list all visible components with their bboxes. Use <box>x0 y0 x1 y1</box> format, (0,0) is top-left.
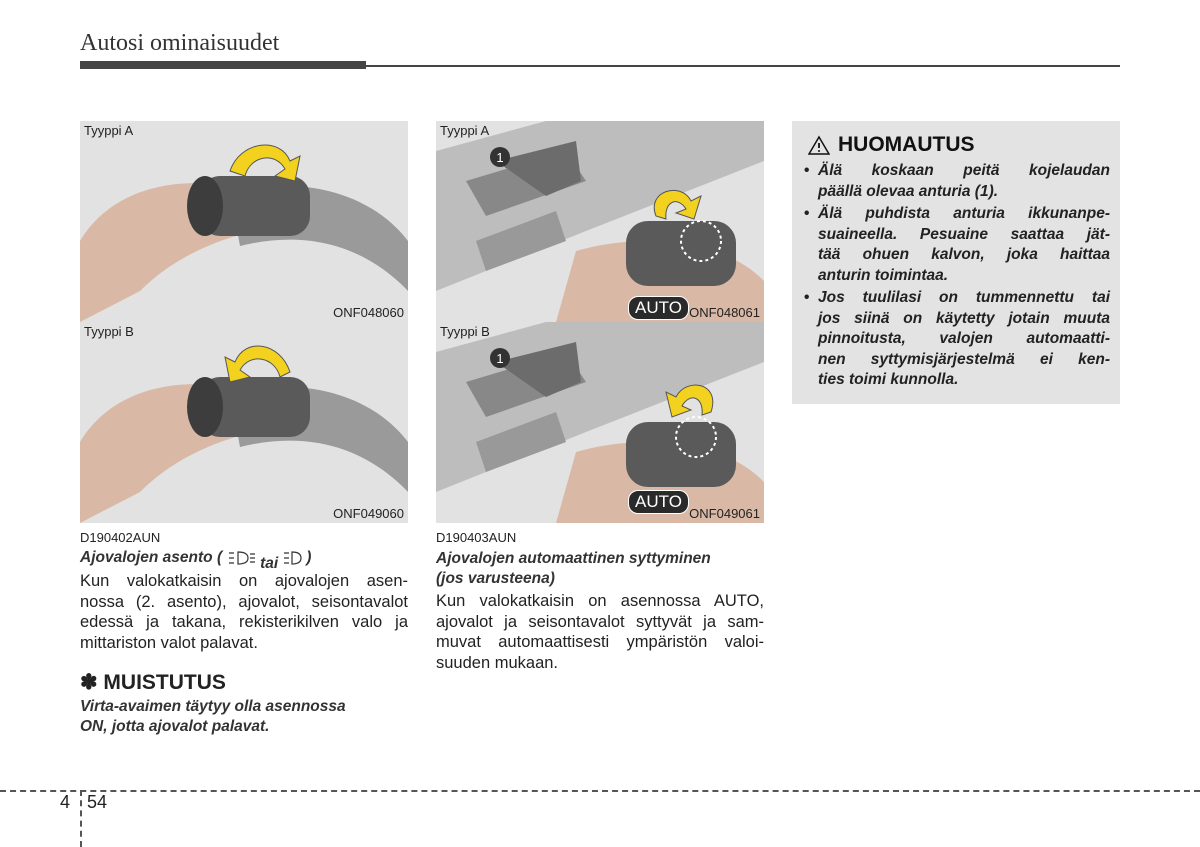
caution-line: nen syttymisjärjestelmä ei ken- <box>818 350 1110 368</box>
doc-code: D190403AUN <box>436 530 517 545</box>
figure-stalk-type-a <box>80 121 408 322</box>
figure-code: ONF048061 <box>689 305 760 320</box>
auto-illustration <box>436 121 764 322</box>
caution-line: • Älä puhdista anturia ikkunanpe- <box>818 205 1110 222</box>
notice-line: Virta-avaimen täytyy olla asennossa <box>80 698 346 715</box>
footer-rule <box>0 790 1200 792</box>
section-title <box>80 549 312 572</box>
stalk-illustration <box>80 322 408 523</box>
figure-stalk-type-b <box>80 322 408 523</box>
caution-line: • Älä koskaan peitä kojelaudan <box>818 162 1110 179</box>
notice-text <box>80 697 400 737</box>
title-prefix: Ajovalojen asento ( <box>80 549 223 566</box>
rotate-arrow-icon <box>230 145 300 181</box>
figure-auto-type-a <box>436 121 764 322</box>
caution-line: pinnoitusta, valojen automaatti- <box>818 330 1110 347</box>
figure-label: Tyyppi A <box>440 123 490 138</box>
notice-title: ✽ MUISTUTUS <box>80 671 226 694</box>
auto-illustration <box>436 322 764 523</box>
caution-box <box>792 121 1120 404</box>
caution-line: • Jos tuulilasi on tummennettu tai <box>818 289 1110 306</box>
caution-item <box>804 288 1110 391</box>
body-line: mittariston valot palavat. <box>80 633 258 652</box>
figure-label: Tyyppi B <box>84 324 134 339</box>
figure-code: ONF049061 <box>689 506 760 521</box>
page-header-title: Autosi ominaisuudet <box>80 30 280 56</box>
header-rule-thin <box>366 65 1120 67</box>
figure-auto-type-b <box>436 322 764 523</box>
headlight-icon <box>226 550 256 566</box>
caution-line: jos siinä on käytetty jotain muuta <box>818 309 1110 327</box>
auto-badge: AUTO <box>628 296 689 320</box>
title-line: (jos varusteena) <box>436 570 555 587</box>
footer-divider <box>80 790 82 847</box>
title-suffix: ) <box>306 549 312 566</box>
figure-label: Tyyppi B <box>440 324 490 339</box>
sensor-marker-number: 1 <box>496 351 504 366</box>
page-section-number: 4 <box>60 792 71 812</box>
figure-code: ONF049060 <box>333 506 404 521</box>
figure-code: ONF048060 <box>333 305 404 320</box>
sensor-marker-number: 1 <box>496 150 504 165</box>
header-rule-thick <box>80 61 366 69</box>
body-line: edessä ja takana, rekisterikilven valo ja <box>80 613 408 631</box>
caution-line: anturin toimintaa. <box>818 266 949 284</box>
caution-line: suaineella. Pesuaine saattaa jät- <box>818 225 1110 243</box>
parking-light-icon <box>282 550 302 566</box>
rotate-arrow-icon <box>225 346 290 382</box>
left-body-text <box>80 571 408 653</box>
caution-line: päällä olevaa anturia (1). <box>818 182 999 200</box>
caution-line: tää ohuen kalvon, joka haittaa <box>818 246 1110 263</box>
body-line: muvat automaattisesti ympäristön valoi- <box>436 633 764 651</box>
body-line: nossa (2. asento), ajovalot, seisontavalot <box>80 592 408 611</box>
body-line: ajovalot ja seisontavalot syttyvät ja sam- <box>436 612 764 631</box>
notice-line: ON, jotta ajovalot palavat. <box>80 718 270 735</box>
auto-badge: AUTO <box>628 490 689 514</box>
body-line: Kun valokatkaisin on asennossa AUTO, <box>436 592 764 610</box>
caution-list <box>804 161 1110 393</box>
title-line: Ajovalojen automaattinen syttyminen <box>436 550 711 567</box>
figure-label: Tyyppi A <box>84 123 134 138</box>
body-line: suuden mukaan. <box>436 653 559 672</box>
rotate-arrow-icon <box>654 190 701 219</box>
caution-title: HUOMAUTUS <box>838 133 975 156</box>
title-tai: tai <box>260 555 279 572</box>
body-line: Kun valokatkaisin on ajovalojen asen- <box>80 572 408 590</box>
caution-item <box>804 161 1110 202</box>
caution-header <box>808 133 975 157</box>
middle-body-text <box>436 591 764 673</box>
section-title <box>436 549 711 589</box>
caution-item <box>804 204 1110 286</box>
warning-triangle-icon <box>808 135 830 155</box>
caution-line: ties toimi kunnolla. <box>818 371 959 388</box>
doc-code: D190402AUN <box>80 530 161 545</box>
stalk-illustration <box>80 121 408 322</box>
page-number: 54 <box>87 792 108 812</box>
